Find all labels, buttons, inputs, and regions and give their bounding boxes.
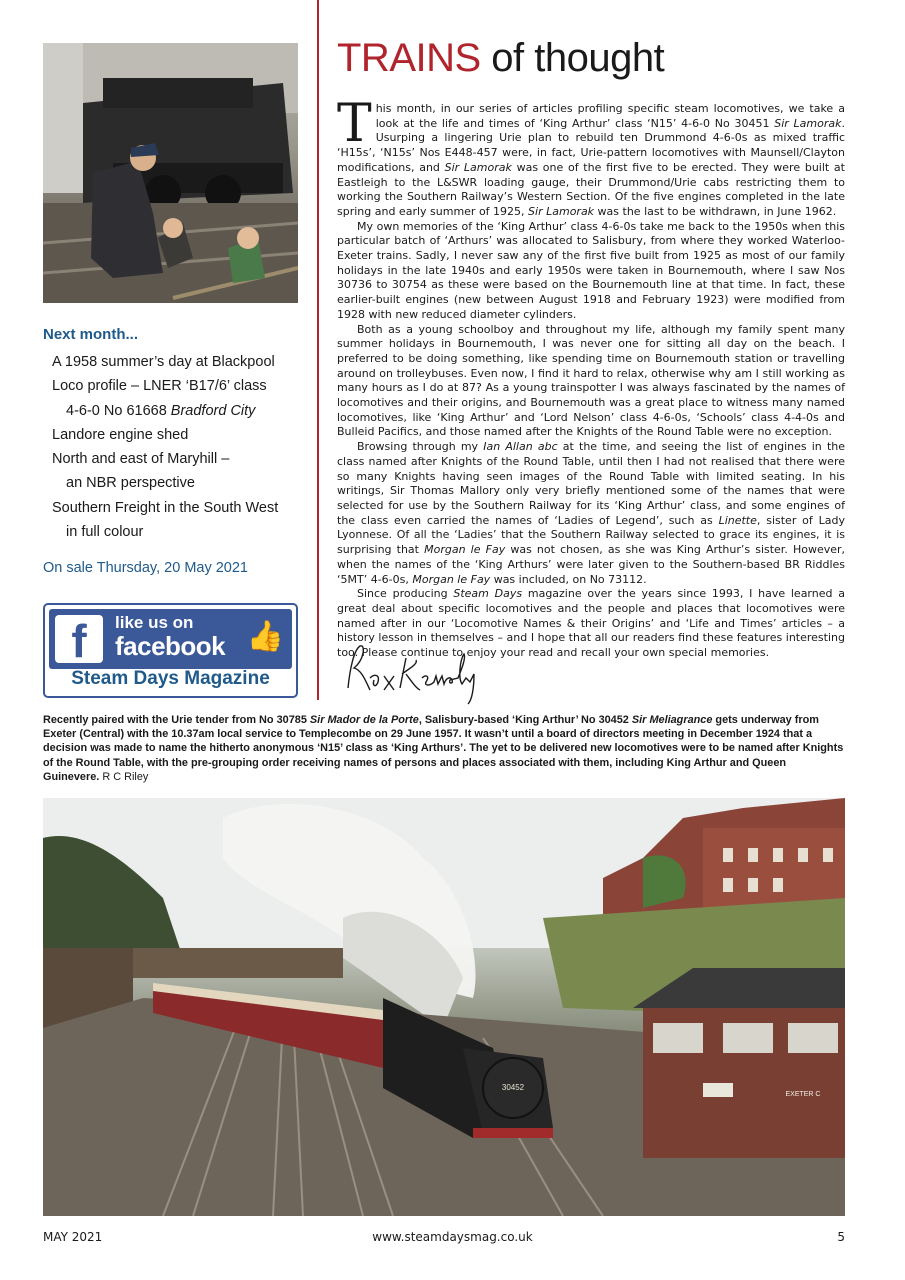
page-number: 5 xyxy=(837,1230,845,1244)
main-photo-king-arthur xyxy=(43,798,845,1216)
paragraph: Both as a young schoolboy and throughout my life, although my family spent many summer holidays in Bournemouth, I was never one for sitting all day on the beach. I preferred to be doing something, like spending time on Bournemouth station or travelling around on trolleybuses. Even now, I find it hard to relax, otherwise why am I still working as many hours as I do at 87? As a young trainspotter I was always fascinated by the names of locomotives and their origins, and Bournemouth was a great place to witness many named locomotives, like ‘King Arthur’ and ‘Lord Nelson’ class 4-6-0s, ‘Schools’ class 4-4-0s and Bulleid Pacifics, and those named after the Knights of the Round Table were no exception. xyxy=(337,322,845,439)
facebook-banner xyxy=(49,609,292,669)
list-item: Landore engine shed xyxy=(52,426,189,443)
column-divider xyxy=(317,0,319,700)
list-item: Southern Freight in the South West xyxy=(52,499,279,516)
cover-photo-trainspotters xyxy=(43,43,298,303)
issue-date: MAY 2021 xyxy=(43,1230,103,1244)
list-item: A 1958 summer’s day at Blackpool xyxy=(52,354,275,370)
photo-caption: Recently paired with the Urie tender from No 30785 Sir Mador de la Porte, Salisbury-based ‘King Arthur’ No 30452 Sir Meliagrance gets underway from Exeter (Central) with the 10.37am local service to Templecombe on 29 June 1957. It wasn’t until a board of directors meeting in December 1924 that a decision was made to name the hitherto anonymous ‘N15’ class as ‘King Arthurs’. The yet to be delivered new locomotives were to be named after Knights of the Round Table, with the pre-grouping order receiving names of persons and places associated with them, including King Arthur and Queen Guinevere. R C Riley xyxy=(43,714,844,783)
facebook-wordmark: facebook xyxy=(115,631,226,661)
trainspotters-illustration xyxy=(43,43,298,303)
list-item: in full colour xyxy=(66,524,144,541)
editorial-text xyxy=(337,94,846,661)
facebook-like-text: like us on xyxy=(115,613,194,632)
next-month-heading: Next month... xyxy=(43,326,139,343)
list-item: Loco profile – LNER ‘B17/6’ class xyxy=(52,378,267,395)
on-sale-date: On sale Thursday, 20 May 2021 xyxy=(43,560,248,576)
paragraph: This month, in our series of articles profiling specific steam locomotives, we take a look at the life and times of ‘King Arthur’ class ‘N15’ 4-6-0 No 30451 Sir Lamorak. Usurping a lingering Urie plan to rebuild ten Drummond 4-6-0s as mixed traffic ‘H15s’, ‘N15s’ Nos E448-457 were, in fact, Urie-pattern locomotives with Maunsell/Clayton modifications, and Sir Lamorak was one of the first five to be erected. They were built at Eastleigh to the L&SWR loading gauge, their Drummond/Urie cabs restricting them to working the Southern Railway’s Western Section. Of the five engines completed in the late spring and early summer of 1925, Sir Lamorak was the last to be withdrawn, in June 1962. xyxy=(337,94,845,218)
drop-cap: T xyxy=(337,94,372,154)
list-item: an NBR perspective xyxy=(66,475,195,492)
signal-box-sign: EXETER C xyxy=(785,1091,821,1098)
facebook-logo-icon: f xyxy=(55,615,103,663)
next-month-list xyxy=(52,350,302,544)
paragraph: Browsing through my Ian Allan abc at the time, and seeing the list of engines in the class named after Knights of the Round Table, until then I had not realised that there were so many Knights having seen images of the Round Table with limited seating. In his writings, Sir Thomas Mallory only very briefly mentioned some of the names that were selected for use by the Southern Railway for its ‘King Arthur’ class, and some engines of the class even carried the names of ‘Ladies of Legend’, such as Linette, sister of Lady Lyonnese. Of all the ‘Ladies’ that the Southern Railway selected to grace its engines, it is surprising that Morgan le Fay was not chosen, as she was King Arthur’s sister. However, when the names of the ‘King Arthurs’ were later given to the Southern-based BR Riddles ‘5MT’ 4-6-0s, Morgan le Fay was included, on No 73112. xyxy=(337,440,846,586)
photo-credit: R C Riley xyxy=(102,770,149,783)
facebook-badge[interactable] xyxy=(43,603,298,698)
editor-signature xyxy=(340,638,500,708)
list-item: North and east of Maryhill – xyxy=(52,451,230,468)
website-url[interactable]: www.steamdaysmag.co.uk xyxy=(372,1230,533,1244)
thumbs-up-icon: 👍 xyxy=(246,620,284,653)
train-scene-illustration xyxy=(43,798,845,1216)
paragraph: Since producing Steam Days magazine over the years since 1993, I have learned a great deal about specific locomotives and the people and places that locomotives were named after in our ‘Locomotive Names & their Origins’ and ‘Life and Times’ articles – a history lesson in themselves – and I hope that all our readers find these features interesting too. Please continue to enjoy your read and recall your own special memories. xyxy=(337,587,845,660)
facebook-page-name: Steam Days Magazine xyxy=(71,668,270,689)
list-item: 4-6-0 No 61668 Bradford City xyxy=(66,402,256,419)
smokebox-number: 30452 xyxy=(501,1083,525,1092)
page-title: TRAINS of thought xyxy=(337,36,665,80)
paragraph: My own memories of the ‘King Arthur’ class 4-6-0s take me back to the 1950s when this particular batch of ‘Arthurs’ was allocated to Salisbury, from where they worked Waterloo-Exeter trains. Sadly, I never saw any of the first five built from 1925 as most of our family holidays in the late 1940s and early 1950s were taken in Bournemouth, where I saw Nos 30736 to 30754 as these were based on the Bournemouth line at that time. In fact, these earlier-built engines (new between August 1918 and February 1923) were modified from 1928 with new reduced diameter cylinders. xyxy=(337,219,845,321)
